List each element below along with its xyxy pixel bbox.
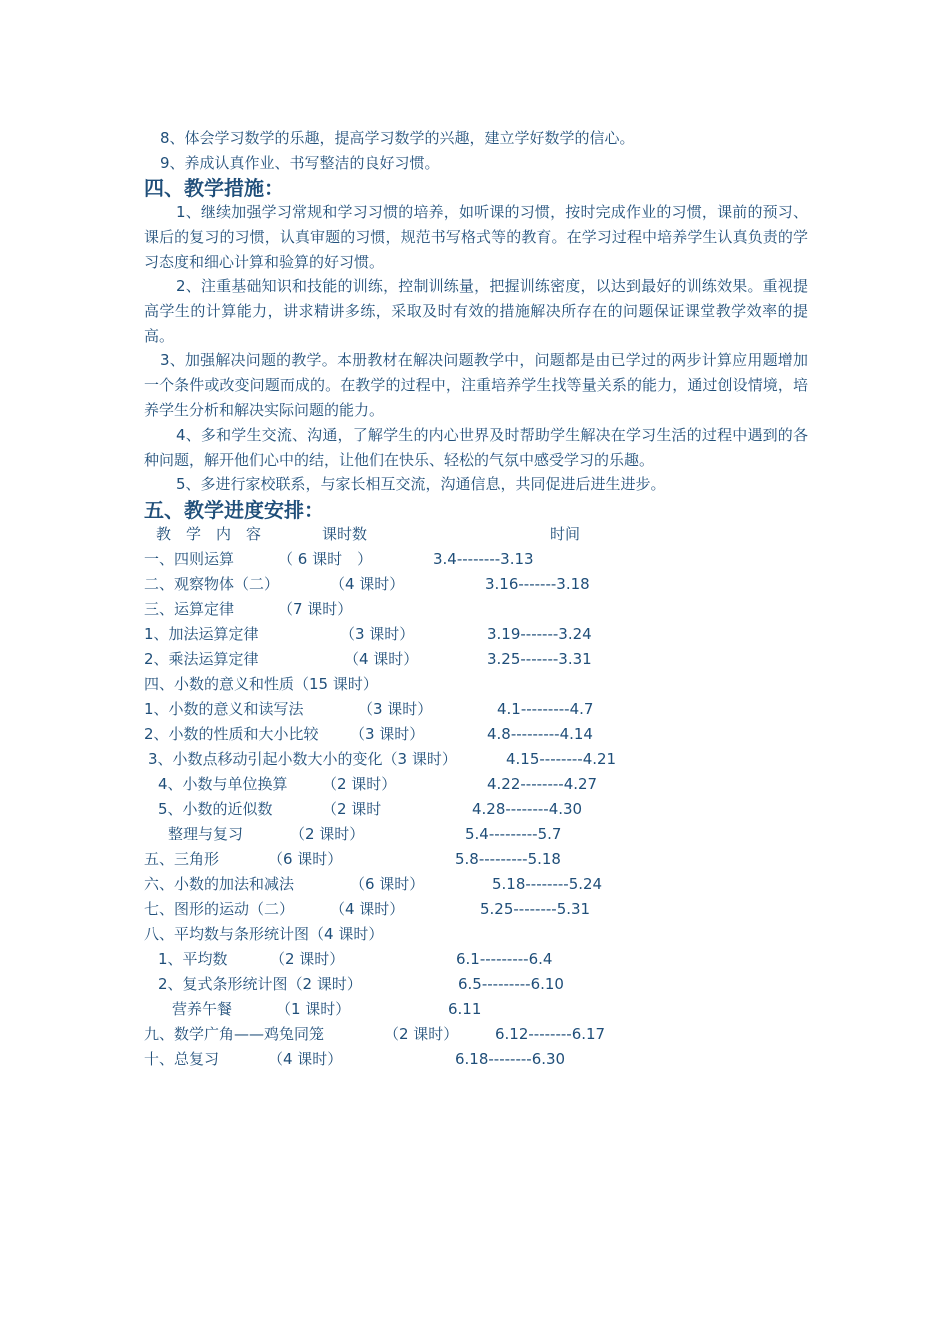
- row-hours: （6 课时）: [350, 875, 425, 893]
- schedule-row: [0, 874, 950, 894]
- row-time: 4.8---------4.14: [487, 725, 593, 743]
- goal-item-8: 8、体会学习数学的乐趣，提高学习数学的兴趣，建立学好数学的信心。: [160, 129, 635, 147]
- schedule-row: [0, 899, 950, 919]
- schedule-header: [0, 524, 950, 544]
- schedule-row: [0, 974, 950, 994]
- row-time: 5.25--------5.31: [480, 900, 591, 918]
- row-content: 1、平均数: [158, 950, 228, 968]
- row-content: 2、乘法运算定律: [144, 650, 259, 668]
- schedule-row: [0, 774, 950, 794]
- row-content: 二、观察物体（二）: [144, 575, 280, 593]
- row-hours: （2 课时: [322, 800, 382, 818]
- row-hours: （4 课时）: [330, 900, 405, 918]
- row-content: 五、三角形: [144, 850, 220, 868]
- row-time: 5.8---------5.18: [455, 850, 561, 868]
- header-hours: 课时数: [322, 525, 368, 543]
- measure-paragraph-4: 4、多和学生交流、沟通，了解学生的内心世界及时帮助学生解决在学习生活的过程中遇到的各种问题，解开他们心中的结，让他们在快乐、轻松的气氛中感受学习的乐趣。: [144, 426, 808, 469]
- row-time: 4.1---------4.7: [497, 700, 594, 718]
- schedule-row: [0, 599, 950, 619]
- schedule-row: [0, 699, 950, 719]
- row-hours: （3 课时）: [350, 725, 425, 743]
- row-content: 2、小数的性质和大小比较: [144, 725, 319, 743]
- schedule-row: [0, 999, 950, 1019]
- row-hours: （2 课时）: [270, 950, 345, 968]
- schedule-row: [0, 674, 950, 694]
- goal-item-9: 9、养成认真作业、书写整洁的良好习惯。: [160, 154, 440, 172]
- row-time: 3.4--------3.13: [433, 550, 534, 568]
- row-content: 十、总复习: [144, 1050, 220, 1068]
- schedule-row: [0, 924, 950, 944]
- row-time: 6.1---------6.4: [456, 950, 553, 968]
- schedule-row: [0, 624, 950, 644]
- schedule-row: [0, 724, 950, 744]
- measure-paragraph-5: 5、多进行家校联系，与家长相互交流，沟通信息，共同促进后进生进步。: [176, 475, 666, 493]
- schedule-row: [0, 949, 950, 969]
- row-content: 一、四则运算: [144, 550, 235, 568]
- row-hours: （7 课时）: [278, 600, 353, 618]
- row-content: 3、小数点移动引起小数大小的变化（3 课时）: [148, 750, 457, 768]
- row-content: 九、数学广角——鸡兔同笼: [144, 1025, 325, 1043]
- row-hours: （3 课时）: [340, 625, 415, 643]
- header-content: 教 学 内 容: [156, 525, 262, 543]
- row-content: 八、平均数与条形统计图（4 课时）: [144, 925, 384, 943]
- schedule-row: [0, 799, 950, 819]
- row-hours: （2 课时）: [290, 825, 365, 843]
- schedule-row: [0, 749, 950, 769]
- measure-paragraph-2: 2、注重基础知识和技能的训练，控制训练量，把握训练密度，以达到最好的训练效果。重视提高学生的计算能力，讲求精讲多练，采取及时有效的措施解决所存在的问题保证课堂教学效率的提高。: [144, 277, 808, 345]
- row-time: 3.16-------3.18: [485, 575, 590, 593]
- schedule-row: [0, 1049, 950, 1069]
- row-time: 6.12--------6.17: [495, 1025, 606, 1043]
- row-time: 6.11: [448, 1000, 482, 1018]
- header-time: 时间: [550, 525, 581, 543]
- row-content: 4、小数与单位换算: [158, 775, 288, 793]
- row-hours: （6 课时）: [268, 850, 343, 868]
- row-time: 4.15--------4.21: [506, 750, 617, 768]
- row-content: 三、运算定律: [144, 600, 235, 618]
- row-hours: （ 6 课时 ）: [278, 550, 373, 568]
- row-content: 营养午餐: [172, 1000, 233, 1018]
- measure-paragraph-3: 3、加强解决问题的教学。本册教材在解决问题教学中，问题都是由已学过的两步计算应用题增加一个条件或改变问题而成的。在教学的过程中，注重培养学生找等量关系的能力，通过创设情境，培养学生分析和解决实际问题的能力。: [144, 351, 808, 419]
- row-time: 4.28--------4.30: [472, 800, 583, 818]
- row-time: 6.18--------6.30: [455, 1050, 566, 1068]
- row-content: 四、小数的意义和性质（15 课时）: [144, 675, 378, 693]
- schedule-row: [0, 1024, 950, 1044]
- row-content: 1、小数的意义和读写法: [144, 700, 304, 718]
- measure-paragraph-1: 1、继续加强学习常规和学习习惯的培养，如听课的习惯，按时完成作业的习惯，课前的预习、课后的复习的习惯，认真审题的习惯，规范书写格式等的教育。在学习过程中培养学生认真负责的学习态度和细心计算和验算的好习惯。: [144, 203, 808, 271]
- row-content: 六、小数的加法和减法: [144, 875, 295, 893]
- row-content: 2、复式条形统计图（2 课时）: [158, 975, 362, 993]
- schedule-row: [0, 549, 950, 569]
- row-hours: （3 课时）: [358, 700, 433, 718]
- row-time: 3.25-------3.31: [487, 650, 592, 668]
- row-content: 七、图形的运动（二）: [144, 900, 295, 918]
- schedule-row: [0, 824, 950, 844]
- row-content: 1、加法运算定律: [144, 625, 259, 643]
- schedule-row: [0, 849, 950, 869]
- schedule-row: [0, 649, 950, 669]
- row-time: 5.4---------5.7: [465, 825, 562, 843]
- row-hours: （1 课时）: [276, 1000, 351, 1018]
- row-time: 3.19-------3.24: [487, 625, 592, 643]
- row-hours: （2 课时）: [384, 1025, 459, 1043]
- row-time: 4.22--------4.27: [487, 775, 598, 793]
- row-hours: （2 课时）: [322, 775, 397, 793]
- row-time: 6.5---------6.10: [458, 975, 564, 993]
- schedule-row: [0, 574, 950, 594]
- row-hours: （4 课时）: [330, 575, 405, 593]
- row-hours: （4 课时）: [268, 1050, 343, 1068]
- row-content: 整理与复习: [168, 825, 244, 843]
- section-5-heading: 五、教学进度安排：: [144, 498, 324, 522]
- row-time: 5.18--------5.24: [492, 875, 603, 893]
- row-hours: （4 课时）: [344, 650, 419, 668]
- row-content: 5、小数的近似数: [158, 800, 273, 818]
- section-4-heading: 四、教学措施：: [144, 176, 284, 200]
